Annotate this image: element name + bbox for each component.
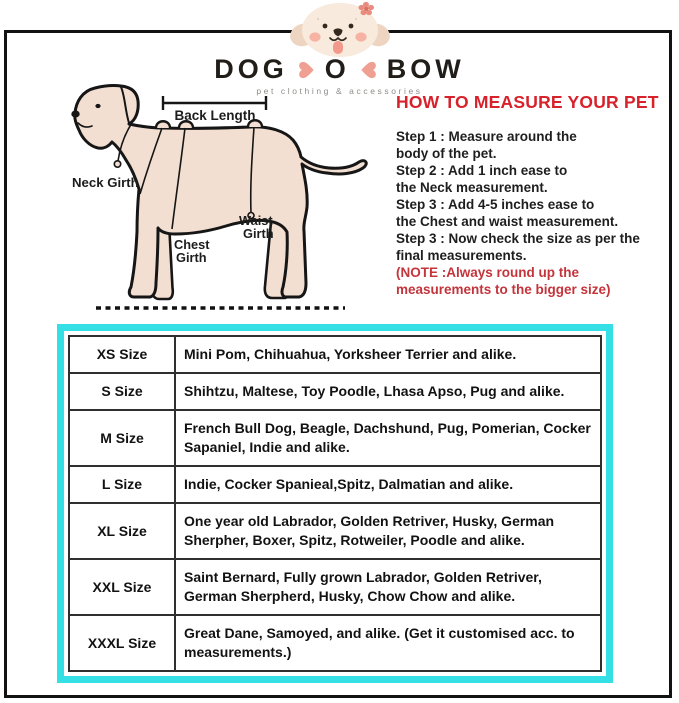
howto-line: body of the pet. <box>396 146 497 161</box>
back-length-label: Back Length <box>174 108 256 123</box>
breeds-cell: Indie, Cocker Spanieal,Spitz, Dalmatian and alike. <box>175 466 601 503</box>
brand-logo <box>0 0 679 96</box>
dog-measurement-diagram <box>55 82 390 322</box>
table-row <box>69 503 601 559</box>
howto-line: the Neck measurement. <box>396 180 548 195</box>
breeds-cell: One year old Labrador, Golden Retriver, Husky, German Sherpher, Boxer, Spitz, Rotweiler, Poodle and alike. <box>175 503 601 559</box>
size-table <box>57 324 613 683</box>
size-cell: XL Size <box>69 503 175 559</box>
table-row <box>69 559 601 615</box>
brand-tagline: pet clothing & accessories <box>256 86 423 96</box>
size-cell: XS Size <box>69 336 175 373</box>
howto-note-line: measurements to the bigger size) <box>396 282 611 297</box>
table-row <box>69 615 601 671</box>
chest-girth-label <box>174 237 210 265</box>
breeds-cell: Great Dane, Samoyed, and alike. (Get it customised acc. to measurements.) <box>175 615 601 671</box>
flower-icon <box>358 2 374 15</box>
dog-face-icon <box>288 0 392 57</box>
brand-word-bow: BOW <box>386 54 465 84</box>
breeds-cell: Saint Bernard, Fully grown Labrador, Golden Retriver, German Sherpherd, Husky, Chow Chow and alike. <box>175 559 601 615</box>
table-row <box>69 336 601 373</box>
size-cell: XXL Size <box>69 559 175 615</box>
brand-word-dog: DOG <box>214 54 288 84</box>
howto-line: Step 1 : Measure around the <box>396 129 577 144</box>
howto-line: final measurements. <box>396 248 527 263</box>
howto-note-line: (NOTE :Always round up the <box>396 265 580 280</box>
dog-illustration <box>55 82 390 317</box>
howto-section <box>396 92 676 298</box>
svg-text:Chest: Chest <box>174 237 210 252</box>
size-cell: L Size <box>69 466 175 503</box>
neck-girth-label: Neck Girth <box>72 175 139 190</box>
breeds-cell: French Bull Dog, Beagle, Dachshund, Pug, Pomerian, Cocker Sapaniel, Indie and alike. <box>175 410 601 466</box>
howto-line: Step 2 : Add 1 inch ease to <box>396 163 568 178</box>
svg-text:Waist: Waist <box>239 213 273 228</box>
size-cell: XXXL Size <box>69 615 175 671</box>
howto-title: HOW TO MEASURE YOUR PET <box>396 92 659 112</box>
howto-line: the Chest and waist measurement. <box>396 214 619 229</box>
table-row <box>69 410 601 466</box>
svg-text:Girth: Girth <box>243 226 274 241</box>
breeds-cell: Shihtzu, Maltese, Toy Poodle, Lhasa Apso, Pug and alike. <box>175 373 601 410</box>
bow-right-icon <box>357 59 380 80</box>
bow-left-icon <box>295 59 318 80</box>
size-cell: M Size <box>69 410 175 466</box>
breeds-cell: Mini Pom, Chihuahua, Yorksheer Terrier and alike. <box>175 336 601 373</box>
howto-line: Step 3 : Now check the size as per the <box>396 231 640 246</box>
size-cell: S Size <box>69 373 175 410</box>
brand-wordmark <box>0 54 679 85</box>
svg-text:Girth: Girth <box>176 250 207 265</box>
howto-line: Step 3 : Add 4-5 inches ease to <box>396 197 595 212</box>
brand-word-o: O <box>324 54 350 84</box>
table-row <box>69 373 601 410</box>
waist-girth-label <box>239 213 274 241</box>
table-row <box>69 466 601 503</box>
